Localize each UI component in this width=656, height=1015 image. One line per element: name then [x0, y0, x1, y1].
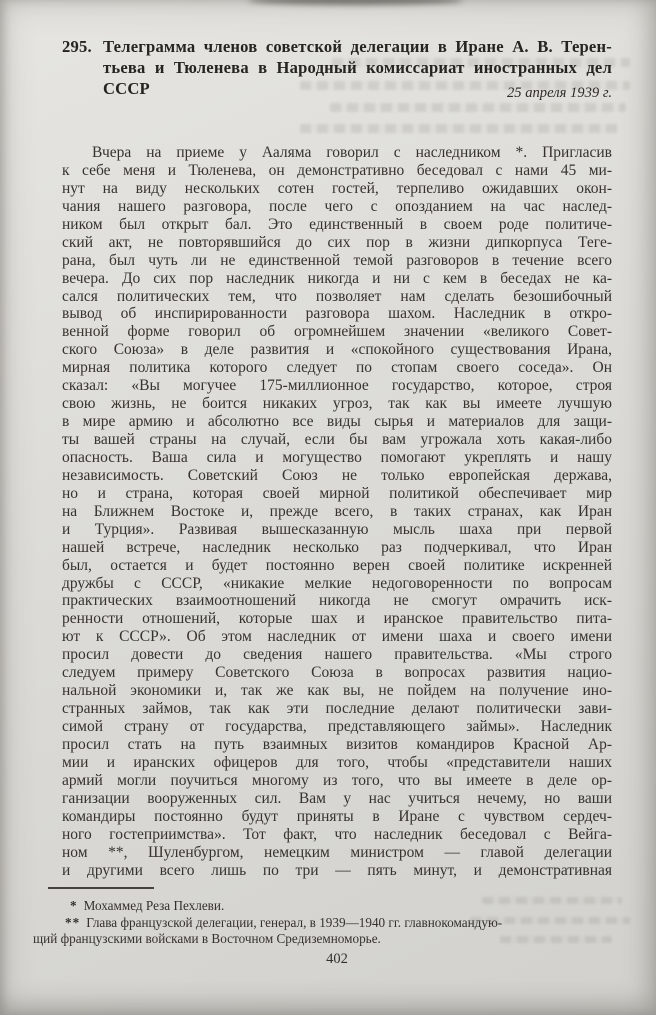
body-text-line: к себе меня и Тюленева, он демонстративно беседовал с нами 45 ми-: [62, 161, 612, 179]
body-text-line: ского Союза» в деле развития и «спокойного существования Ирана,: [62, 341, 612, 359]
body-text-line: независимость. Советский Союз не только европейская держава,: [62, 466, 612, 484]
document-date: 25 апреля 1939 г.: [506, 85, 612, 101]
body-text-line: рана, был чуть ли не единственной темой разговоров в течение всего: [62, 251, 612, 269]
footnote-1: [33, 898, 645, 915]
footnote-text: Мохаммед Реза Пехлеви.: [83, 898, 225, 914]
title-line: Телеграмма членов советской делегации в Иране А. В. Терен-: [103, 37, 612, 56]
document-body: [62, 144, 612, 879]
body-text-line: ганизации вооруженных сил. Вам у нас учиться нечему, но ваши: [62, 789, 612, 807]
body-text-line: просил довести до сведения нашего правительства. «Мы строго: [62, 646, 612, 664]
body-text-line: ты вашей страны на случай, если бы вам угрожала хоть какая-либо: [62, 431, 612, 448]
footnote-2-line-1: [33, 915, 645, 932]
body-text-line: мии и иранских офицеров для того, чтобы «представители наших: [62, 753, 612, 771]
document-number: 295.: [62, 37, 92, 56]
body-text-line: армий могли поучиться многому из того, что вы имеете в деле ор-: [62, 771, 612, 789]
footnote-marker: **: [65, 914, 81, 930]
footnote-marker: *: [70, 898, 78, 914]
footnotes: [33, 898, 645, 948]
body-text-line: вечера. До сих пор наследник никогда и ни с кем в беседах не ка-: [62, 269, 612, 287]
body-text-line: сказал: «Вы могучее 175-миллионное государство, которое, строя: [62, 377, 612, 395]
body-text-line: в мире армию и абсолютно все виды сырья и материалов для защи-: [62, 413, 612, 431]
body-text-line: сался политических тем, что позволяет нам сделать безошибочный: [62, 287, 612, 305]
body-text-line: ного гостеприимства». Тот факт, что наследник беседовал с Вейга-: [62, 825, 612, 843]
body-text-line: Вчера на приеме у Ааляма говорил с наследником *. Пригласив: [92, 144, 612, 161]
body-text-line: дружбы с СССР, «никакие мелкие недоговоренности по вопросам: [62, 574, 612, 592]
body-text-line: ренности отношений, которые шах и иранское правительство пита-: [62, 610, 612, 628]
body-text-line: ский акт, не повторявшийся до сих пор в жизни дипкорпуса Теге-: [62, 233, 612, 251]
scan-smudge-artifact: [248, 0, 463, 5]
body-text-line: ном **, Шуленбургом, немецким министром — главой делегации: [62, 843, 612, 861]
body-text-line: на Ближнем Востоке и, прежде всего, в таких странах, как Иран: [62, 502, 612, 520]
body-text-line: просил стать на путь взаимных визитов командиров Красной Ар-: [62, 735, 612, 753]
title-line: тьева и Тюленева в Народный комиссариат иностранных дел: [103, 58, 612, 77]
footnote-2-line-2: щий французскими войсками в Восточном Средиземноморье.: [33, 931, 381, 947]
body-text-line: симой страну от государства, представляющего займы». Наследник: [62, 718, 612, 735]
body-text-line: ником был открыт бал. Это единственный в своем роде политиче-: [62, 215, 612, 233]
body-text-line: нут на виду нескольких сотен гостей, терпеливо ожидавших окон-: [62, 179, 612, 197]
body-text-line: свою жизнь, не боится никаких угроз, так как вы имеете лучшую: [62, 395, 612, 413]
body-text-line: был, остается и будет постоянно верен своей политике искренней: [62, 556, 612, 574]
footnote-divider: [48, 887, 154, 889]
body-text-line: командиры постоянно будут приняты в Иране с чувством сердеч-: [62, 807, 612, 825]
body-text-line: следуем примеру Советского Союза в вопросах развития нацио-: [62, 664, 612, 682]
document-column: [33, 36, 612, 948]
body-text-line: практических взаимоотношений никогда не смогут омрачить иск-: [62, 592, 612, 610]
body-text-line: странных займов, так как эти последние делают политически зави-: [62, 700, 612, 718]
footnote-text: Глава французской делегации, генерал, в 1939—1940 гг. главнокомандую-: [86, 914, 503, 930]
page-number: 402: [326, 951, 348, 967]
body-text-line: ют к СССР». Об этом наследник от имени шаха и своего имени: [62, 628, 612, 646]
title-line: СССР: [103, 79, 150, 98]
body-text-line: опасность. Ваша сила и могущество помогают укреплять и нашу: [62, 448, 612, 466]
body-text-line: вывод об инспирированности разговора шахом. Наследник в откро-: [62, 305, 612, 323]
body-text-line: мирная политика которого следует по стопам своего соседа». Он: [62, 359, 612, 377]
body-text-line: нальной экономики и, так же как вы, не пойдем на получение ино-: [62, 682, 612, 700]
body-text-line: и Турция». Развивая вышесказанную мысль шаха при первой: [62, 520, 612, 538]
body-text-line: нашей встрече, наследник несколько раз подчеркивал, что Иран: [62, 538, 612, 556]
body-text-line: венной форме говорил об огромнейшем значении «великого Совет-: [62, 323, 612, 341]
body-text-line: чания нашего разговора, после чего с опозданием на час наслед-: [62, 197, 612, 215]
body-text-line: и другими всего лишь по три — пять минут, и демонстративная: [62, 861, 612, 879]
body-text-line: но и страна, которая своей мирной политикой обеспечивает мир: [62, 484, 612, 502]
